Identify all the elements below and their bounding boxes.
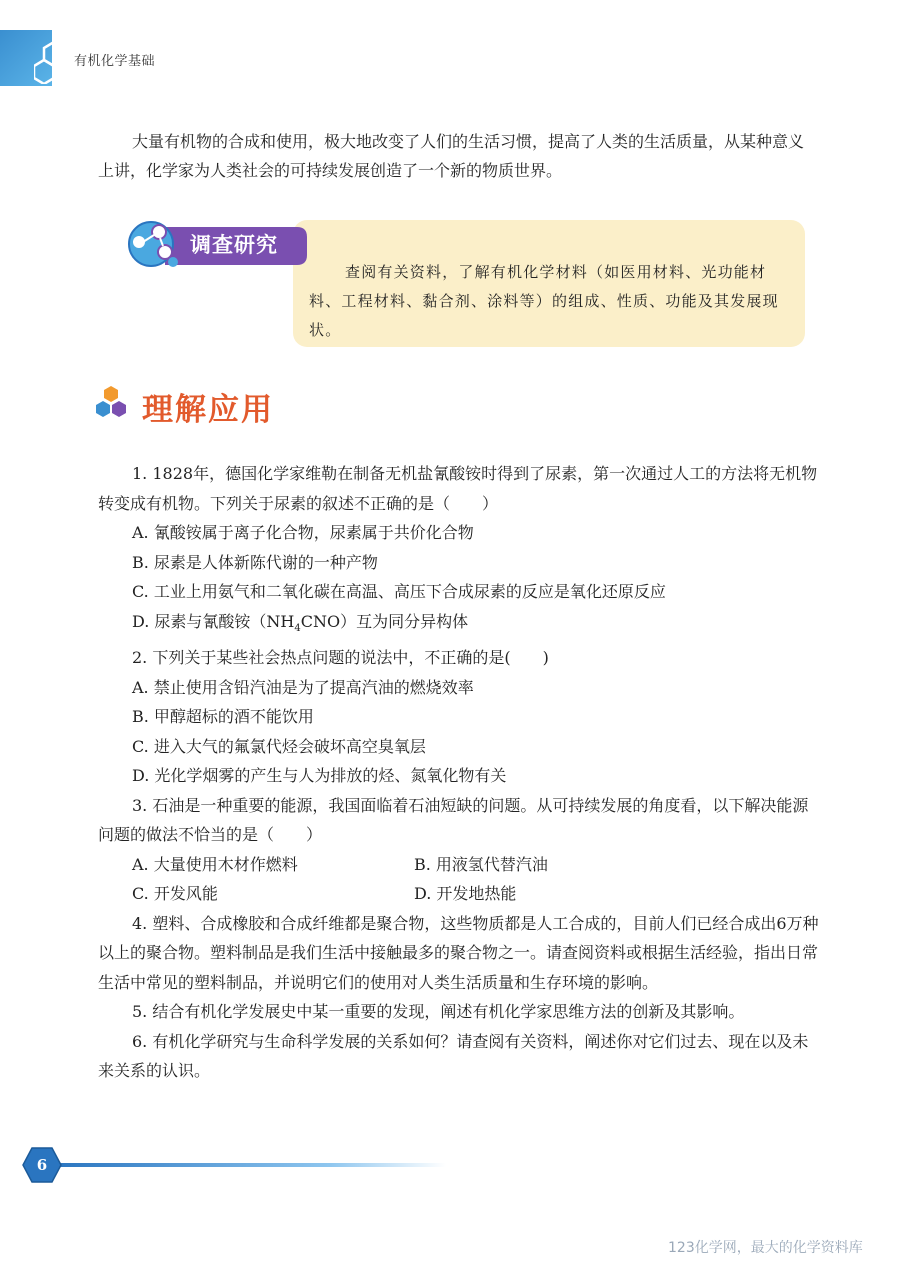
question-list — [98, 459, 820, 1086]
watermark: 123化学网，最大的化学资料库 — [668, 1240, 863, 1256]
question-3: 3. 石油是一种重要的能源，我国面临着石油短缺的问题。从可持续发展的角度看，以下解决能源问题的做法不恰当的是（ ） — [98, 795, 809, 845]
option-a: A. 氰酸铵属于离子化合物，尿素属于共价化合物 — [132, 523, 474, 542]
option-c: C. 进入大气的氟氯代烃会破坏高空臭氧层 — [132, 736, 426, 756]
option-a: A. 大量使用木材作燃料 — [132, 854, 298, 874]
question-1: 1. 1828年，德国化学家维勒在制备无机盐氰酸铵时得到了尿素，第一次通过人工的方法将无机物转变成有机物。下列关于尿素的叙述不正确的是（ ） — [98, 464, 818, 513]
question-5: 5. 结合有机化学发展史中某一重要的发现，阐述有机化学家思维方法的创新及其影响。 — [132, 1002, 745, 1022]
footer-rule — [56, 1163, 446, 1167]
question-2: 2. 下列关于某些社会热点问题的说法中，不正确的是( ) — [132, 648, 549, 668]
option-b: B. 用液氢代替汽油 — [414, 854, 548, 874]
page-number: 6 — [36, 1156, 48, 1174]
option-d-text: D. 尿素与氰酸铵（NH — [132, 611, 295, 631]
survey-label: 调查研究 — [190, 233, 278, 257]
option-d: D. 光化学烟雾的产生与人为排放的烃、氮氧化物有关 — [132, 766, 507, 786]
option-d — [98, 607, 820, 644]
option-d: D. 开发地热能 — [414, 884, 517, 904]
option-row — [98, 879, 820, 909]
option-b: B. 甲醇超标的酒不能饮用 — [132, 707, 314, 727]
option-b: B. 尿素是人体新陈代谢的一种产物 — [132, 552, 378, 572]
option-a: A. 禁止使用含铅汽油是为了提高汽油的燃烧效率 — [132, 677, 474, 697]
hexagon-trio-icon — [94, 385, 128, 419]
option-d-subscript: 4 — [294, 622, 301, 634]
option-c: C. 开发风能 — [132, 884, 218, 904]
question-6: 6. 有机化学研究与生命科学发展的关系如何？请查阅有关资料，阐述你对它们过去、现在以及未来关系的认识。 — [98, 1031, 809, 1081]
survey-text: 查阅有关资料，了解有机化学材料（如医用材料、光功能材料、工程材料、黏合剂、涂料等）的组成、性质、功能及其发展现状。 — [309, 263, 779, 339]
option-d-text-end: CNO）互为同分异构体 — [300, 611, 469, 631]
header-title: 有机化学基础 — [74, 54, 156, 69]
option-row — [98, 850, 820, 880]
section-title: 理解应用 — [142, 392, 274, 428]
option-c: C. 工业上用氨气和二氧化碳在高温、高压下合成尿素的反应是氧化还原反应 — [132, 582, 666, 601]
hexagon-cluster-icon — [34, 40, 74, 84]
intro-paragraph: 大量有机物的合成和使用，极大地改变了人们的生活习惯，提高了人类的生活质量，从某种意义上讲，化学家为人类社会的可持续发展创造了一个新的物质世界。 — [98, 132, 805, 180]
survey-box — [293, 220, 805, 347]
question-4: 4. 塑料、合成橡胶和合成纤维都是聚合物，这些物质都是人工合成的，目前人们已经合成出6万种以上的聚合物。塑料制品是我们生活中接触最多的聚合物之一。请查阅资料或根据生活经验，指出日常生活中常见的塑料制品，并说明它们的使用对人类生活质量和生存环境的影响。 — [98, 913, 819, 992]
